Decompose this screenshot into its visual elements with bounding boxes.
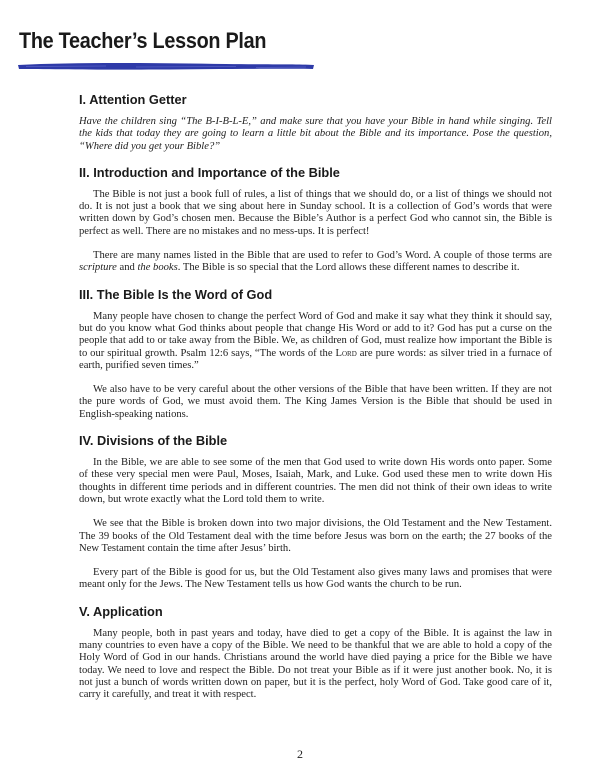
section-heading: III. The Bible Is the Word of God [79, 286, 273, 302]
paragraph [79, 311, 552, 372]
paragraph: The Bible is not just a book full of rules, a list of things that we should do, or a list of things we should not do. It is not just a book that we sing about here in Sunday school. It is a collection of God’s words that were written down by God’s chosen men. Because the Bible’s Author is a perfect God who cannot sin, the Bible is perfect as well. There are no mistakes and no mess-ups. It is perfect! [79, 188, 552, 237]
text-run: Many people have chosen to change the perfect Word of God and make it say what they think it should say, but do you know what God thinks about people that change His Word or add to it? God has put a curse on the people that add to or take away from the Bible. We, as children of God, must realize how important the Bible is to our spiritual growth. Psalm 12:6 says, “The words of the [79, 310, 552, 359]
title-underline-brush [16, 60, 316, 72]
text-run: and [116, 262, 138, 274]
lesson-content [79, 92, 552, 717]
section-heading: II. Introduction and Importance of the Bible [79, 164, 340, 180]
section-application [79, 604, 552, 702]
section-heading: V. Application [79, 603, 163, 619]
small-caps-text: Lord [335, 347, 357, 359]
emphasis: the books [137, 262, 178, 274]
text-run: . The Bible is so special that the Lord allows these different names to describe it. [177, 262, 520, 274]
paragraph: We also have to be very careful about the other versions of the Bible that have been written. If they are not the pure words of God, we must avoid them. The King James Version is the Bible that should be used in English-speaking nations. [79, 384, 552, 420]
paragraph: Have the children sing “The B-I-B-L-E,” and make sure that you have your Bible in hand while singing. Tell the kids that today they are going to learn a little bit about the Bible and its importance. Pose the question, “Where did you get your Bible?” [79, 116, 552, 152]
text-run: are pure words: as silver tried in a furnace of earth, purified seven times.” [79, 347, 553, 371]
section-introduction [79, 165, 552, 275]
paragraph: We see that the Bible is broken down into two major divisions, the Old Testament and the New Testament. The 39 books of the Old Testament deal with the time before Jesus was born on the earth; the 27 books of the New Testament contain the time after Jesus’ birth. [79, 518, 552, 554]
section-attention-getter [79, 92, 552, 153]
text-run: There are many names listed in the Bible that are used to refer to God’s Word. A couple of those terms are [93, 250, 552, 262]
paragraph: Every part of the Bible is good for us, but the Old Testament also gives many laws and promises that were meant only for the Jews. The New Testament tells us how God wants the church to be run. [79, 567, 552, 591]
page-number: 2 [297, 747, 303, 761]
emphasis: scripture [79, 262, 117, 274]
paragraph [79, 250, 552, 275]
paragraph: Many people, both in past years and today, have died to get a copy of the Bible. It is against the law in many countries to even have a copy of the Bible. We need to be thankful that we are able to hold a copy of the Holy Word of God in our hands. Christians around the world have died paying a price for the Bible we have today. We need to love and respect the Bible. Do not treat your Bible as if it were just another book. No, it is not just a bunch of words written down on paper, but it is the perfect, holy Word of God. Take good care of it, carry it carefully, and treat it with respect. [79, 627, 552, 701]
page-title: The Teacher’s Lesson Plan [19, 28, 267, 53]
section-heading: I. Attention Getter [79, 92, 187, 107]
paragraph: In the Bible, we are able to see some of the men that God used to write down His words onto paper. Some of these very special men were Paul, Moses, Isaiah, Mark, and Luke. God used these men to write down His thoughts in different time periods and in different countries. The men did not think of their own ideas to write down, but wrote exactly what the Lord told them to write. [79, 457, 552, 505]
section-divisions [79, 433, 552, 592]
section-heading: IV. Divisions of the Bible [79, 433, 228, 449]
section-word-of-god [79, 287, 552, 421]
